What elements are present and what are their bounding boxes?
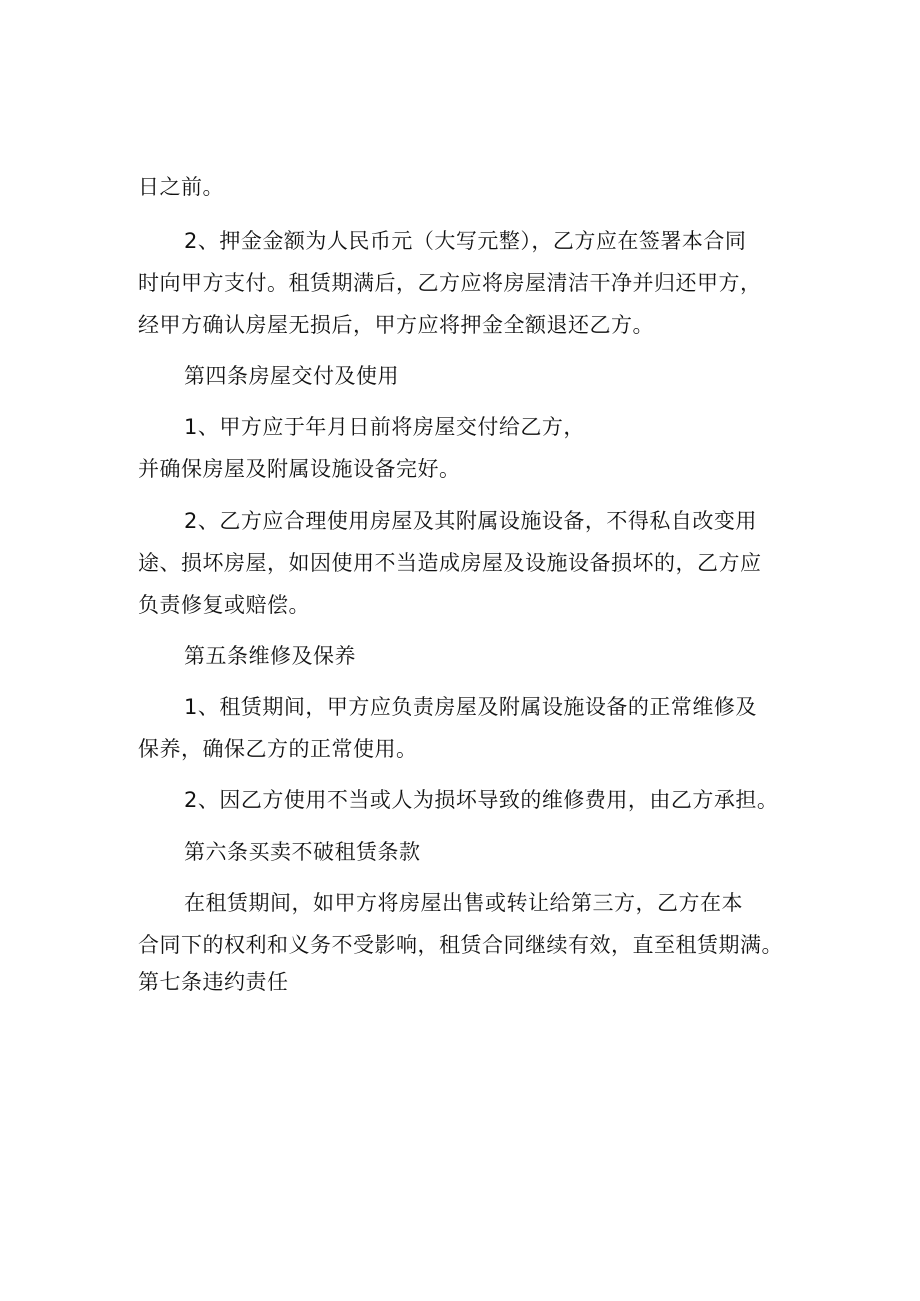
text-line: 在租赁期间，如甲方将房屋出售或转让给第三方，乙方在本 xyxy=(184,891,743,915)
text-line: 1、租赁期间，甲方应负责房屋及附属设施设备的正常维修及 xyxy=(184,695,757,719)
section-heading: 第四条房屋交付及使用 xyxy=(184,364,399,388)
text-line: 途、损坏房屋，如因使用不当造成房屋及设施设备损坏的，乙方应 xyxy=(138,551,762,575)
text-line: 2、因乙方使用不当或人为损坏导致的维修费用，由乙方承担。 xyxy=(184,788,779,812)
section-heading: 第七条违约责任 xyxy=(138,970,289,994)
section-heading: 第五条维修及保养 xyxy=(184,644,356,668)
text-line: 经甲方确认房屋无损后，甲方应将押金全额退还乙方。 xyxy=(138,313,654,337)
text-line: 时向甲方支付。租赁期满后，乙方应将房屋清洁干净并归还甲方， xyxy=(138,271,762,295)
text-line: 2、押金金额为人民币元（大写元整），乙方应在签署本合同 xyxy=(184,229,747,253)
text-line: 并确保房屋及附属设施设备完好。 xyxy=(138,457,461,481)
text-line: 负责修复或赔偿。 xyxy=(138,593,310,617)
text-line: 合同下的权利和义务不受影响，租赁合同继续有效，直至租赁期满。 xyxy=(138,933,783,957)
text-line: 日之前。 xyxy=(138,175,224,199)
text-line: 保养，确保乙方的正常使用。 xyxy=(138,737,418,761)
text-line: 2、乙方应合理使用房屋及其附属设施设备，不得私自改变用 xyxy=(184,509,757,533)
section-heading: 第六条买卖不破租赁条款 xyxy=(184,840,421,864)
text-line: 1、甲方应于年月日前将房屋交付给乙方， xyxy=(184,415,585,439)
